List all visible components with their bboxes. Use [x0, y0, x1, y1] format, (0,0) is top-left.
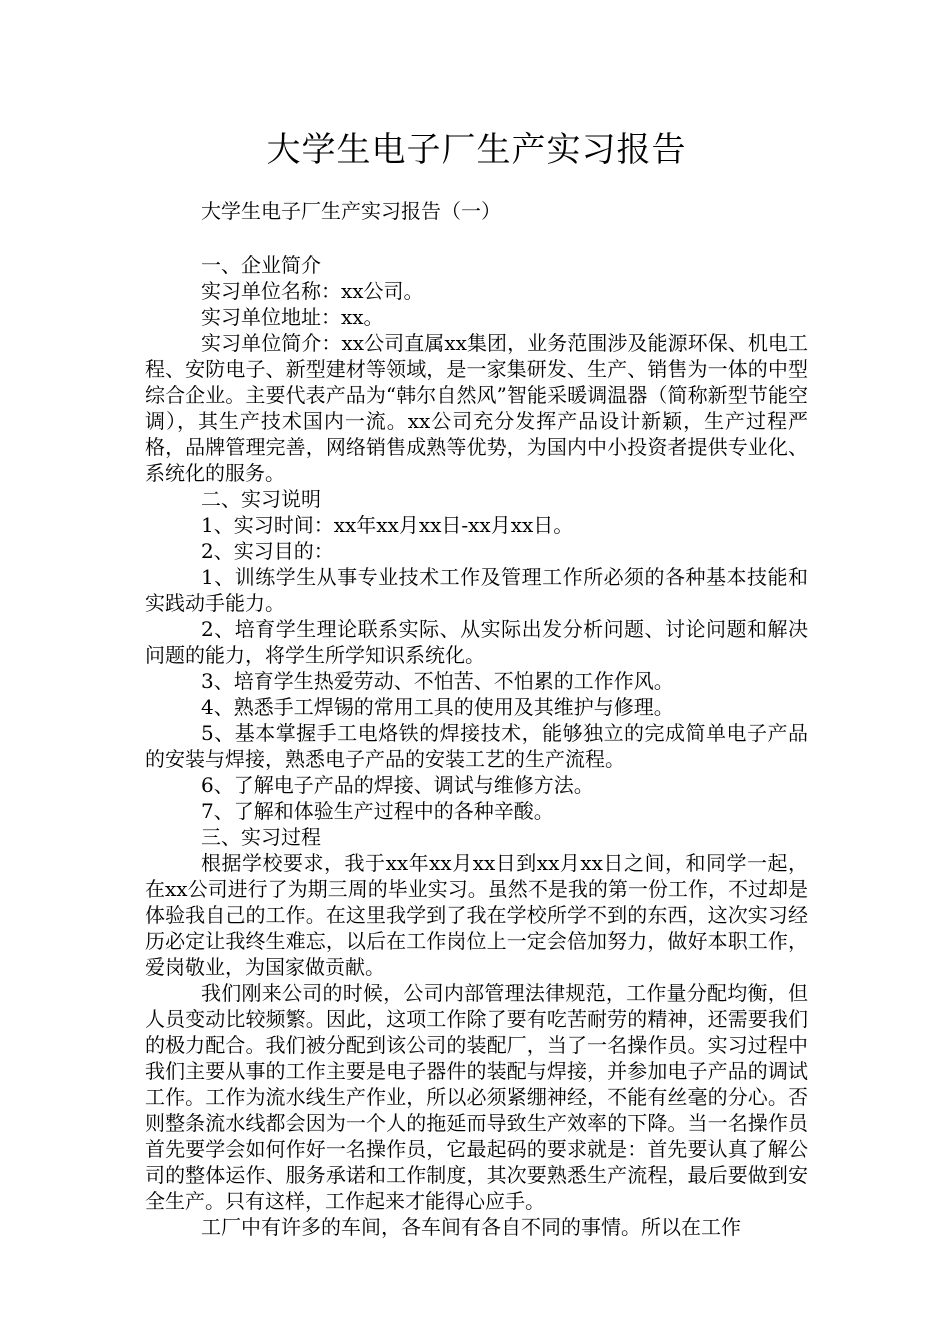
paragraph-internship-time: 1、实习时间：xx年xx月xx日-xx月xx日。 [201, 513, 574, 537]
document-title: 大学生电子厂生产实习报告 [266, 130, 687, 170]
list-item-goal-5: 5、基本掌握手工电烙铁的焊接技术，能够独立的完成简单电子产品的安装与焊接，熟悉电子产品的安装工艺的生产流程。 [145, 721, 808, 771]
section-heading-internship-info: 二、实习说明 [201, 487, 321, 511]
list-item-goal-6: 6、了解电子产品的焊接、调试与维修方法。 [201, 773, 594, 797]
list-item-goal-7: 7、了解和体验生产过程中的各种辛酸。 [201, 799, 554, 823]
paragraph-process-1: 根据学校要求，我于xx年xx月xx日到xx月xx日之间，和同学一起，在xx公司进行了为期三周的毕业实习。虽然不是我的第一份工作，不过却是体验我自己的工作。在这里我学到了我在学校所学不到的东西，这次实习经历必定让我终生难忘，以后在工作岗位上一定会倍加努力，做好本职工作，爱岗敬业，为国家做贡献。 [145, 851, 808, 979]
paragraph-company-profile: 实习单位简介：xx公司直属xx集团，业务范围涉及能源环保、机电工程、安防电子、新型建材等领域，是一家集研发、生产、销售为一体的中型综合企业。主要代表产品为“韩尔自然风”智能采暖调温器（简称新型节能空调），其生产技术国内一流。xx公司充分发挥产品设计新颖，生产过程严格，品牌管理完善，网络销售成熟等优势，为国内中小投资者提供专业化、系统化的服务。 [145, 331, 808, 485]
paragraph-process-2: 我们刚来公司的时候，公司内部管理法律规范，工作量分配均衡，但人员变动比较频繁。因此，这项工作除了要有吃苦耐劳的精神，还需要我们的极力配合。我们被分配到该公司的装配厂，当了一名操作员。实习过程中我们主要从事的工作主要是电子器件的装配与焊接，并参加电子产品的调试工作。工作为流水线生产作业，所以必须紧绷神经，不能有丝毫的分心。否则整条流水线都会因为一个人的拖延而导致生产效率的下降。当一名操作员首先要学会如何作好一名操作员，它最起码的要求就是：首先要认真了解公司的整体运作、服务承诺和工作制度，其次要熟悉生产流程，最后要做到安全生产。只有这样，工作起来才能得心应手。 [145, 981, 808, 1213]
paragraph-company-name: 实习单位名称：xx公司。 [201, 279, 424, 303]
document-subtitle: 大学生电子厂生产实习报告（一） [201, 199, 501, 223]
paragraph-process-3: 工厂中有许多的车间，各车间有各自不同的事情。所以在工作 [201, 1215, 741, 1239]
list-item-goal-4: 4、熟悉手工焊锡的常用工具的使用及其维护与修理。 [201, 695, 674, 719]
section-heading-company-intro: 一、企业简介 [201, 253, 321, 277]
list-item-goal-3: 3、培育学生热爱劳动、不怕苦、不怕累的工作作风。 [201, 669, 674, 693]
section-heading-internship-process: 三、实习过程 [201, 825, 321, 849]
list-item-goal-1: 1、训练学生从事专业技术工作及管理工作所必须的各种基本技能和实践动手能力。 [145, 565, 808, 615]
document-body [145, 252, 808, 1240]
list-item-goal-2: 2、培育学生理论联系实际、从实际出发分析问题、讨论问题和解决问题的能力，将学生所学知识系统化。 [145, 617, 808, 667]
paragraph-company-address: 实习单位地址：xx。 [201, 305, 384, 329]
paragraph-internship-goal: 2、实习目的： [201, 539, 334, 563]
